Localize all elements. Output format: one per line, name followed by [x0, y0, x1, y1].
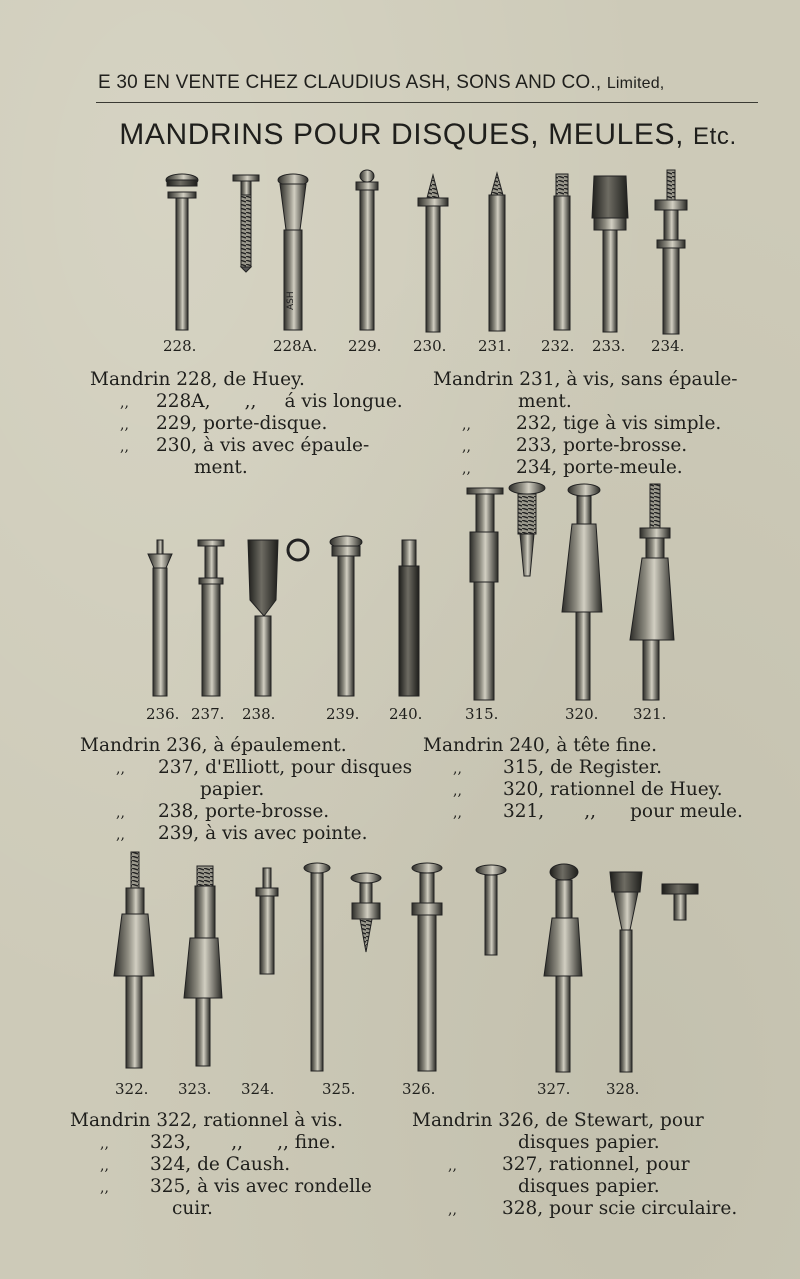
caption-desc: 237, d'Elliott, pour disques	[158, 757, 413, 778]
mandrel-238	[248, 540, 308, 696]
caption-324	[100, 1154, 290, 1177]
caption-desc: 239, à vis avec pointe.	[158, 823, 368, 844]
ditto-mark: ,,	[448, 1202, 457, 1218]
mandrel-234-wheel	[655, 170, 687, 334]
mandrel-320	[562, 484, 602, 700]
mandrel-228a	[233, 175, 259, 272]
caption-240: Mandrin 240, à tête fine.	[423, 735, 657, 756]
fig-number: 238.	[242, 705, 276, 723]
fig-number: 233.	[592, 337, 626, 355]
mandrel-327	[544, 864, 582, 1072]
mandrel-239	[330, 536, 362, 696]
caption-237-cont: papier.	[200, 779, 265, 800]
caption-236: Mandrin 236, à épaulement.	[80, 735, 347, 756]
ditto-mark: ,,	[100, 1180, 109, 1196]
caption-number: 228A,	[156, 391, 211, 412]
ditto-mark: ,,	[453, 783, 462, 799]
mandrel-321	[630, 484, 674, 700]
ditto-mark: ,,	[100, 1158, 109, 1174]
fig-number: 315.	[465, 705, 499, 723]
mandrel-234-brush	[592, 176, 628, 332]
fig-number: 325.	[322, 1080, 356, 1098]
caption-number: 323,	[150, 1132, 192, 1153]
ditto-mark: ,,	[120, 439, 129, 455]
caption-228a	[120, 391, 403, 414]
fig-number: 228.	[163, 337, 197, 355]
caption-325	[100, 1176, 372, 1199]
fig-number: 236.	[146, 705, 180, 723]
caption-321	[453, 801, 743, 824]
mandrel-322	[114, 852, 154, 1068]
caption-desc: á vis longue.	[284, 391, 403, 412]
fig-number: 323.	[178, 1080, 212, 1098]
caption-desc: 325, à vis avec rondelle	[150, 1176, 372, 1197]
mandrel-326	[412, 863, 506, 1071]
fig-number: 228A.	[273, 337, 318, 355]
page-number: E 30	[98, 72, 138, 93]
caption-228: Mandrin 228, de Huey.	[90, 369, 305, 390]
caption-desc: 230, à vis avec épaule-	[156, 435, 370, 456]
caption-desc: 229, porte-disque.	[156, 413, 328, 434]
mandrel-228	[166, 174, 198, 330]
caption-229	[120, 413, 327, 436]
ditto-mark: ,,	[116, 761, 125, 777]
mandrel-237	[198, 540, 224, 696]
mandrel-232	[489, 173, 505, 331]
ditto-mark: ,,	[116, 827, 125, 843]
caption-231-cont: ment.	[518, 391, 572, 412]
fig-number: 326.	[402, 1080, 436, 1098]
caption-234	[462, 457, 683, 480]
caption-322: Mandrin 322, rationnel à vis.	[70, 1110, 343, 1131]
caption-desc: 238, porte-brosse.	[158, 801, 330, 822]
page-title-main: MANDRINS POUR DISQUES, MEULES,	[119, 118, 685, 151]
caption-239	[116, 823, 367, 846]
caption-326: Mandrin 326, de Stewart, pour	[412, 1110, 704, 1131]
mandrel-236	[148, 540, 172, 696]
mandrel-325	[304, 863, 381, 1071]
mandrel-231	[418, 175, 448, 332]
caption-238	[116, 801, 329, 824]
caption-desc: 234, porte-meule.	[516, 457, 683, 478]
caption-desc: 328, pour scie circulaire.	[502, 1198, 738, 1219]
caption-desc: 232, tige à vis simple.	[516, 413, 722, 434]
ditto-mark: ,,	[462, 461, 471, 477]
mandrel-328	[610, 872, 698, 1072]
seller-limited: Limited,	[606, 75, 665, 92]
ditto-mark: ,,	[448, 1158, 457, 1174]
caption-328	[448, 1198, 737, 1221]
mandrel-240	[399, 540, 419, 696]
page-title-etc: Etc.	[692, 123, 737, 150]
fig-number: 320.	[565, 705, 599, 723]
fig-number: 322.	[115, 1080, 149, 1098]
caption-323	[100, 1132, 336, 1155]
ditto-mark: ,,	[584, 801, 596, 822]
caption-237	[116, 757, 412, 780]
ditto-mark: ,,	[462, 417, 471, 433]
fig-number: 324.	[241, 1080, 275, 1098]
fig-number: 229.	[348, 337, 382, 355]
caption-desc: 324, de Caush.	[150, 1154, 291, 1175]
mandrel-233	[554, 174, 570, 330]
mandrel-229	[278, 174, 308, 330]
caption-320	[453, 779, 723, 802]
ditto-mark: ,,	[244, 391, 257, 412]
caption-desc: 327, rationnel, pour	[502, 1154, 690, 1175]
ditto-mark: ,,	[462, 439, 471, 455]
mandrel-324	[256, 868, 278, 974]
mandrel-230	[356, 170, 378, 330]
fig-number: 321.	[633, 705, 667, 723]
caption-327-cont: disques papier.	[518, 1176, 660, 1197]
fig-number: 232.	[541, 337, 575, 355]
fig-number: 328.	[606, 1080, 640, 1098]
fig-number: 237.	[191, 705, 225, 723]
fig-number: 239.	[326, 705, 360, 723]
caption-315	[453, 757, 662, 780]
caption-number: 321,	[503, 801, 545, 822]
caption-325-cont: cuir.	[172, 1198, 213, 1219]
mandrel-323	[184, 866, 222, 1066]
fig-number: 231.	[478, 337, 512, 355]
ash-stamp: ASH	[286, 291, 296, 310]
caption-desc: pour meule.	[630, 801, 743, 822]
caption-327	[448, 1154, 690, 1177]
mandrel-315	[467, 482, 545, 700]
ditto-mark: ,,	[116, 805, 125, 821]
caption-desc: 315, de Register.	[503, 757, 662, 778]
fig-number: 327.	[537, 1080, 571, 1098]
caption-233	[462, 435, 687, 458]
ditto-mark: ,,	[231, 1132, 243, 1153]
ditto-mark: ,,	[120, 417, 129, 433]
seller-name: EN VENTE CHEZ CLAUDIUS ASH, SONS AND CO.,	[143, 72, 602, 93]
fig-number: 230.	[413, 337, 447, 355]
ditto-mark: ,,	[453, 761, 462, 777]
caption-230	[120, 435, 369, 458]
caption-232	[462, 413, 721, 436]
caption-desc: 233, porte-brosse.	[516, 435, 688, 456]
ditto-mark: ,,	[120, 395, 129, 411]
caption-desc: ,, fine.	[277, 1132, 336, 1153]
caption-desc: 320, rationnel de Huey.	[503, 779, 723, 800]
fig-number: 240.	[389, 705, 423, 723]
ditto-mark: ,,	[453, 805, 462, 821]
ditto-mark: ,,	[100, 1136, 109, 1152]
caption-230-cont: ment.	[194, 457, 248, 478]
caption-326-cont: disques papier.	[518, 1132, 660, 1153]
fig-number: 234.	[651, 337, 685, 355]
caption-231: Mandrin 231, à vis, sans épaule-	[433, 369, 738, 390]
